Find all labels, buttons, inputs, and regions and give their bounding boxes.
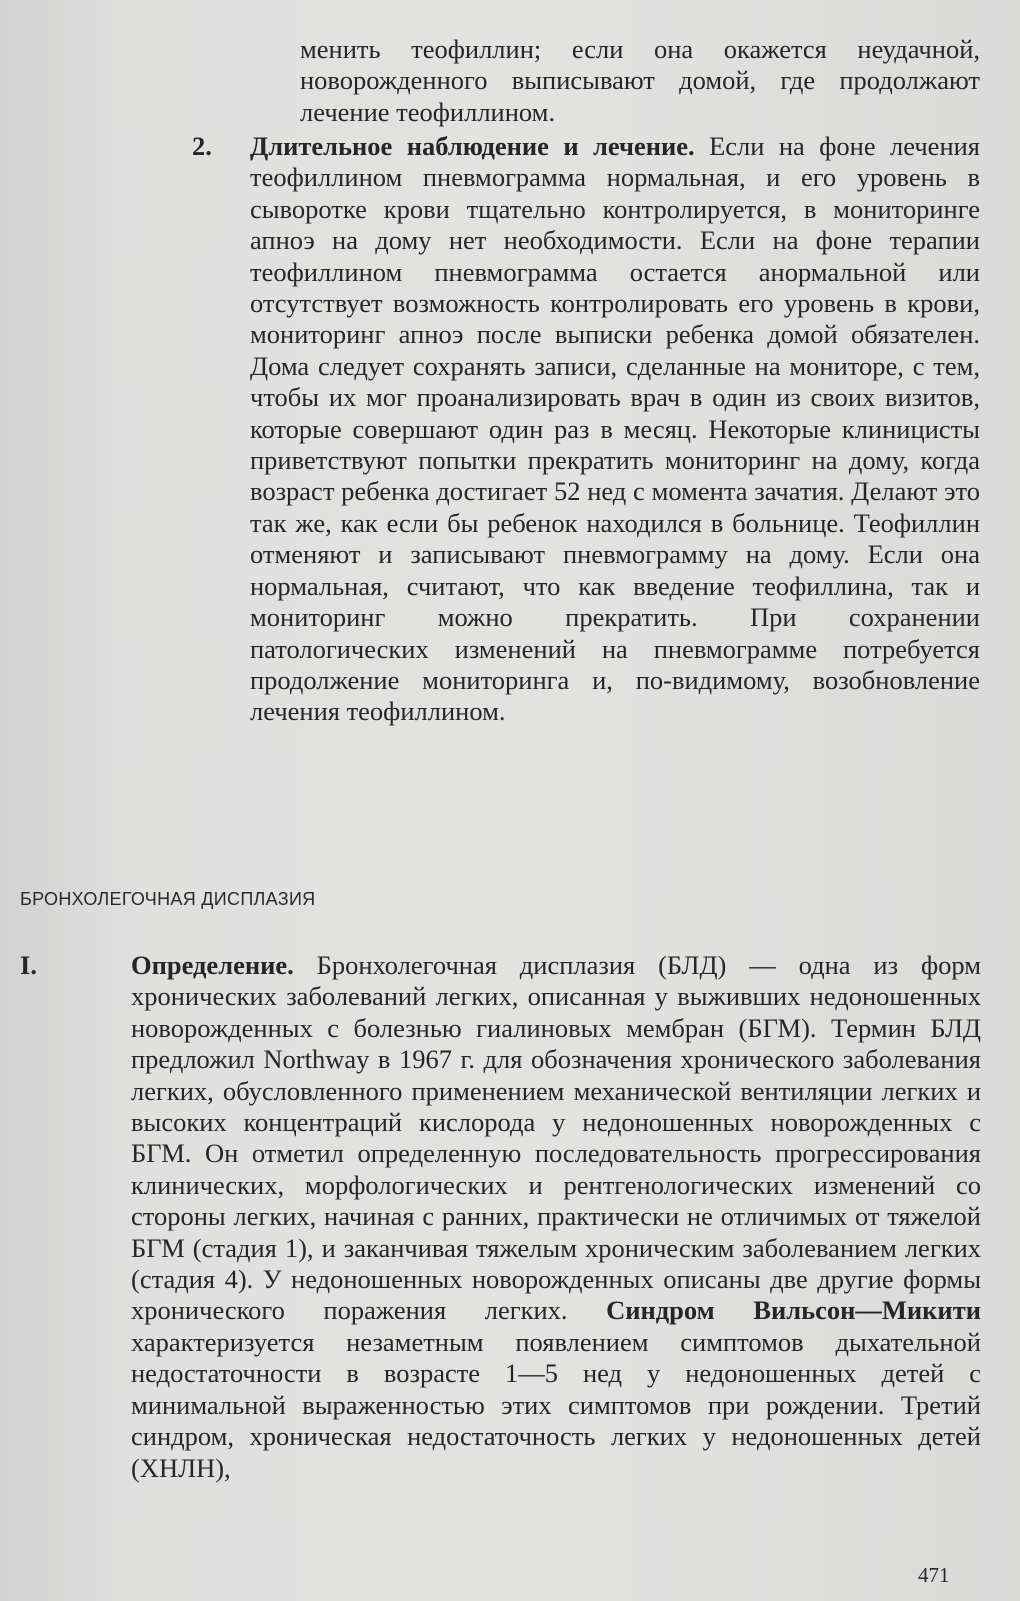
list-item-number: 2.: [192, 131, 212, 161]
section-heading: БРОНХОЛЕГОЧНАЯ ДИСПЛАЗИЯ: [20, 889, 316, 909]
list-item-2: [250, 131, 980, 728]
list-item-body: Если на фоне лечения теофиллином пневмограмма нормальная, и его уровень в сыворотке крови тщательно контролируется, в мониторинге апноэ на дому нет необходимости. Если на фоне терапии теофиллином пневмограмма остается анормальной или отсутствует возможность контролировать его уровень в крови, мониторинг апноэ после выписки ребенка домой обязателен. Дома следует сохранять записи, сделанные на мониторе, с тем, чтобы их мог проанализировать врач в один из своих визитов, которые совершают один раз в месяц. Некоторые клиницисты приветствуют попытки прекратить мониторинг на дому, когда возраст ребенка достигает 52 нед с момента зачатия. Делают это так же, как если бы ребенок находился в больнице. Теофиллин отменяют и записывают пневмограмму на дому. Если она нормальная, считают, что как введение теофиллина, так и мониторинг можно прекратить. При сохранении патологических изменений на пневмограмме потребуется продолжение мониторинга и, по-видимому, возобновление лечения теофиллином.: [250, 131, 981, 727]
continuation-paragraph: менить теофиллин; если она окажется неудачной, новорожденного выписывают домой, где продолжают лечение теофиллином.: [300, 34, 980, 127]
list-item-1: [131, 950, 981, 1484]
list-item-body-continued: характеризуется незаметным появлением симптомов дыхательной недостаточности в возрасте 1—5 нед у недоношенных детей с минимальной выраженностью этих симптомов при рождении. Третий синдром, хроническая недостаточность легких у недоношенных детей (ХНЛН),: [131, 1326, 981, 1483]
list-item-title: Определение.: [131, 950, 294, 980]
bold-term: Синдром Вильсон—Микити: [606, 1295, 981, 1326]
list-item-title: Длительное наблюдение и лечение.: [250, 131, 695, 161]
list-item-number: I.: [20, 950, 37, 980]
list-item-body: Бронхолегочная дисплазия (БЛД) — одна из форм хронических заболеваний легких, описанная у выживших недоношенных новорожденных с болезнью гиалиновых мембран (БГМ). Термин БЛД предложил Northway в 1967 г. для обозначения хронического заболевания легких, обусловленного применением механической вентиляции легких и высоких концентраций кислорода у недоношенных новорожденных с БГМ. Он отметил определенную последовательность прогрессирования клинических, морфологических и рентгенологических изменений со стороны легких, начиная с ранних, практически не отличимых от тяжелой БГМ (стадия 1), и заканчивая тяжелым хроническим заболеванием легких (стадия 4). У недоношенных новорожденных описаны две другие формы хронического поражения легких.: [131, 950, 981, 1326]
page-number: 471: [918, 1563, 950, 1587]
